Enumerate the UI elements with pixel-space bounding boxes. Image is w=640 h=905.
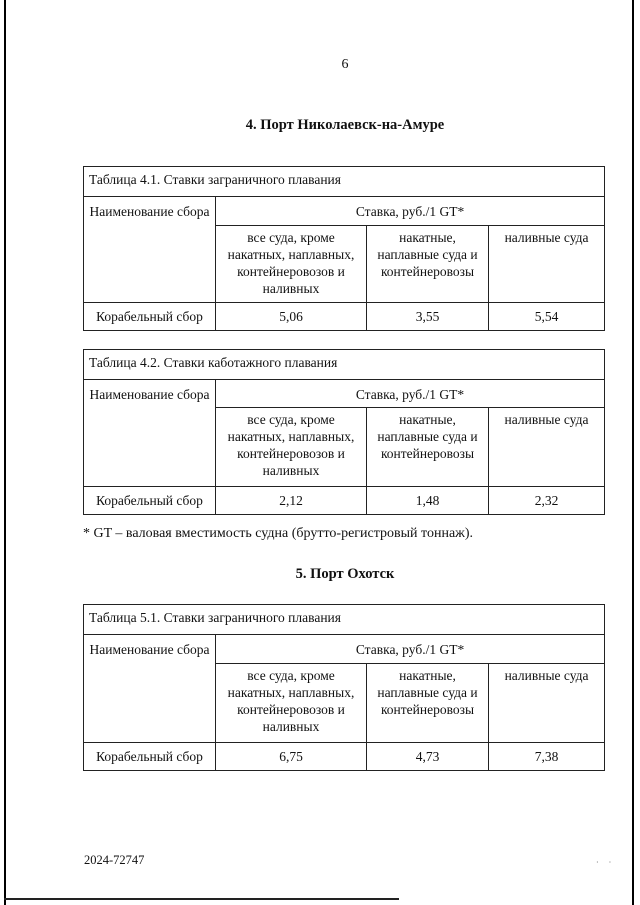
rate-value: 2,32 xyxy=(489,487,605,515)
column-header-tankers: наливные суда xyxy=(489,664,605,743)
column-header-roro-containers: накатные, наплавные суда и контейнеровозы xyxy=(367,408,489,487)
rate-value: 6,75 xyxy=(216,743,367,771)
rates-table-4-2 xyxy=(83,349,605,515)
table-caption: Таблица 4.1. Ставки заграничного плавания xyxy=(84,167,605,197)
rates-table-5-1 xyxy=(83,604,605,771)
scan-edge-bottom xyxy=(4,898,399,900)
table-row xyxy=(84,743,605,771)
table-caption: Таблица 5.1. Ставки заграничного плавания xyxy=(84,605,605,635)
column-header-tankers: наливные суда xyxy=(489,408,605,487)
column-header-roro-containers: накатные, наплавные суда и контейнеровозы xyxy=(367,664,489,743)
column-header-all-vessels: все суда, кроме накатных, наплавных, контейнеровозов и наливных xyxy=(216,226,367,303)
footnote-gt: * GT – валовая вместимость судна (брутто-регистровый тоннаж). xyxy=(83,526,473,541)
header-rate: Ставка, руб./1 GT* xyxy=(216,635,605,664)
column-header-all-vessels: все суда, кроме накатных, наплавных, контейнеровозов и наливных xyxy=(216,664,367,743)
scan-specks: · · xyxy=(596,858,616,867)
rates-table-4-1 xyxy=(83,166,605,331)
page-number: 6 xyxy=(341,57,349,72)
table-row xyxy=(84,487,605,515)
header-rate: Ставка, руб./1 GT* xyxy=(216,380,605,408)
scan-edge-left xyxy=(4,0,6,905)
rate-value: 4,73 xyxy=(367,743,489,771)
rate-value: 1,48 xyxy=(367,487,489,515)
section-title-port-okhotsk: 5. Порт Охотск xyxy=(295,566,395,582)
rate-value: 7,38 xyxy=(489,743,605,771)
section-title-port-nikolaevsk: 4. Порт Николаевск-на-Амуре xyxy=(245,117,445,133)
header-fee-name: Наименование сбора xyxy=(84,635,216,743)
rate-value: 3,55 xyxy=(367,303,489,331)
header-fee-name: Наименование сбора xyxy=(84,197,216,303)
header-rate: Ставка, руб./1 GT* xyxy=(216,197,605,226)
document-code: 2024-72747 xyxy=(84,853,145,867)
table-row xyxy=(84,303,605,331)
rate-value: 5,54 xyxy=(489,303,605,331)
scan-edge-right xyxy=(632,0,634,905)
header-fee-name: Наименование сбора xyxy=(84,380,216,487)
row-label-ship-fee: Корабельный сбор xyxy=(84,743,216,771)
rate-value: 2,12 xyxy=(216,487,367,515)
column-header-all-vessels: все суда, кроме накатных, наплавных, контейнеровозов и наливных xyxy=(216,408,367,487)
column-header-tankers: наливные суда xyxy=(489,226,605,303)
column-header-roro-containers: накатные, наплавные суда и контейнеровозы xyxy=(367,226,489,303)
table-caption: Таблица 4.2. Ставки каботажного плавания xyxy=(84,350,605,380)
row-label-ship-fee: Корабельный сбор xyxy=(84,487,216,515)
rate-value: 5,06 xyxy=(216,303,367,331)
row-label-ship-fee: Корабельный сбор xyxy=(84,303,216,331)
